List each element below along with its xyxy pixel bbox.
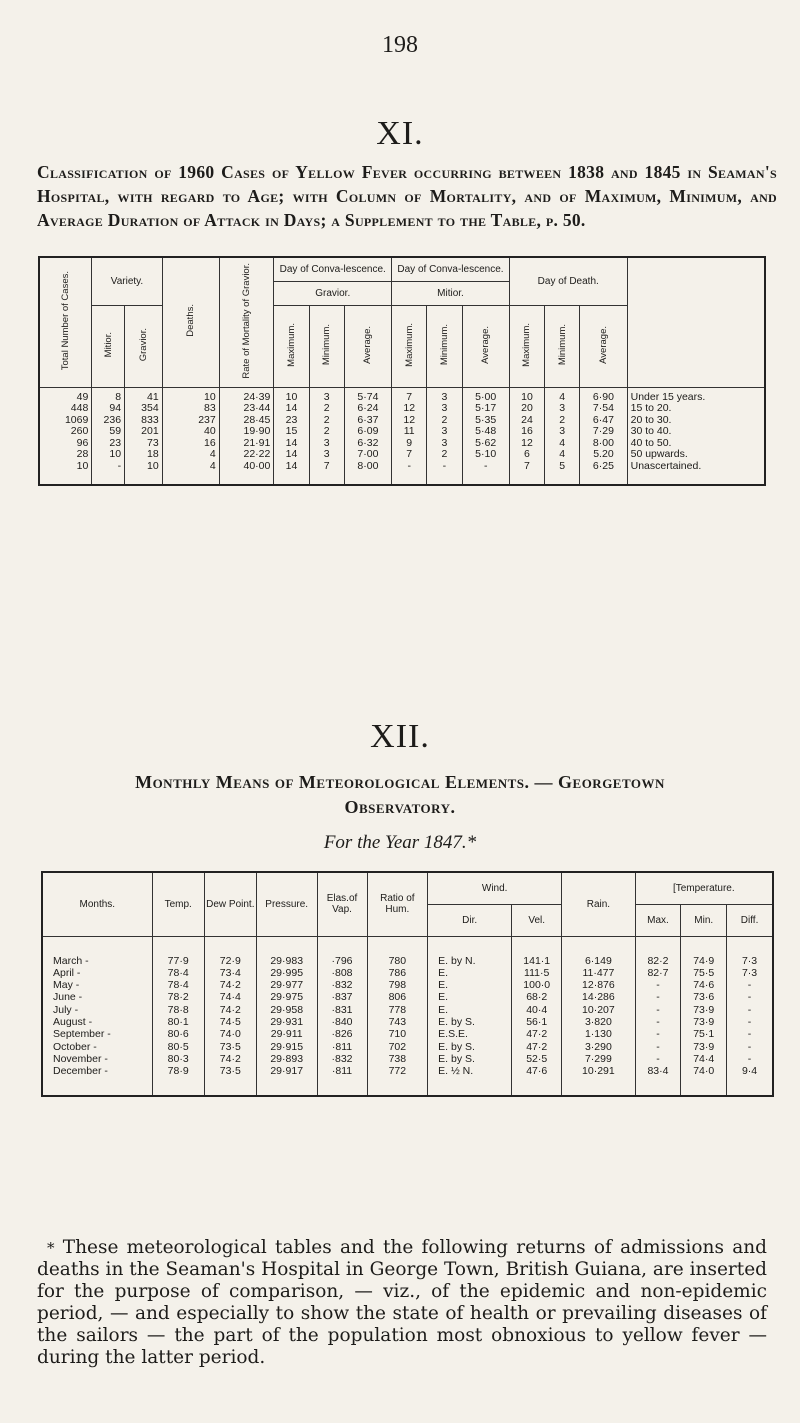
table-cell: 40·00 bbox=[219, 461, 274, 486]
header-mitior-sub: Mitior. bbox=[392, 281, 510, 305]
section-xii-title: XII. bbox=[370, 718, 430, 755]
table-cell: Under 15 years. bbox=[627, 387, 765, 403]
table-cell: 73·6 bbox=[681, 991, 727, 1003]
table-cell: 3 bbox=[309, 449, 344, 461]
table-cell: - bbox=[635, 1004, 681, 1016]
table-cell: 74·4 bbox=[681, 1053, 727, 1065]
header-rate: Rate of Mortality of Gravior. bbox=[241, 262, 253, 379]
header-g-avg: Average. bbox=[362, 325, 374, 364]
table-cell: 12 bbox=[392, 403, 427, 415]
header-conv-mitior: Day of Conva-lescence. bbox=[392, 257, 510, 281]
table-cell: 237 bbox=[162, 415, 219, 427]
table-cell: 29·931 bbox=[256, 1016, 317, 1028]
table-cell: 30 to 40. bbox=[627, 426, 765, 438]
header-d-avg: Average. bbox=[597, 325, 609, 364]
table-cell: 7·29 bbox=[580, 426, 627, 438]
table-cell: 7 bbox=[509, 461, 544, 486]
table-row bbox=[42, 991, 773, 1003]
table-cell: 2 bbox=[309, 403, 344, 415]
table-cell: August - bbox=[42, 1016, 152, 1028]
table-cell: 72·9 bbox=[204, 936, 256, 967]
table-cell: 80·3 bbox=[152, 1053, 204, 1065]
table-row bbox=[39, 426, 765, 438]
table-cell: 12·876 bbox=[562, 979, 635, 991]
table-cell: 19·90 bbox=[219, 426, 274, 438]
table-cell: March - bbox=[42, 936, 152, 967]
table-cell: 798 bbox=[367, 979, 428, 991]
table-cell: 68·2 bbox=[512, 991, 562, 1003]
table-cell: 74·0 bbox=[681, 1065, 727, 1096]
table-row bbox=[42, 1041, 773, 1053]
table-cell: 56·1 bbox=[512, 1016, 562, 1028]
header-deaths: Deaths. bbox=[185, 304, 197, 338]
table-cell: 6·24 bbox=[344, 403, 391, 415]
table-cell: - bbox=[635, 1028, 681, 1040]
table-cell: 6·32 bbox=[344, 438, 391, 450]
table-cell: 24 bbox=[509, 415, 544, 427]
table-cell: 73·5 bbox=[204, 1041, 256, 1053]
table-cell: 5 bbox=[545, 461, 580, 486]
table-cell: 354 bbox=[125, 403, 163, 415]
table-row bbox=[42, 967, 773, 979]
table-cell: 6·37 bbox=[344, 415, 391, 427]
header-dir: Dir. bbox=[428, 904, 512, 936]
table-cell: 41 bbox=[125, 387, 163, 403]
table-cell: 23 bbox=[274, 415, 309, 427]
table-cell: 14·286 bbox=[562, 991, 635, 1003]
table-cell: 15 bbox=[274, 426, 309, 438]
table-cell: ·826 bbox=[317, 1028, 367, 1040]
footnote bbox=[37, 1237, 767, 1369]
table-cell: December - bbox=[42, 1065, 152, 1096]
table-cell: E. by N. bbox=[428, 936, 512, 967]
table-cell: 448 bbox=[39, 403, 92, 415]
header-total: Total Number of Cases. bbox=[60, 271, 72, 371]
table-cell: 6·90 bbox=[580, 387, 627, 403]
table-cell: 236 bbox=[92, 415, 125, 427]
table-cell: - bbox=[727, 1016, 773, 1028]
table-cell: 14 bbox=[274, 449, 309, 461]
table-cell: 74·2 bbox=[204, 1004, 256, 1016]
table-cell: 28·45 bbox=[219, 415, 274, 427]
table-cell: - bbox=[635, 1016, 681, 1028]
table-cell: 12 bbox=[392, 415, 427, 427]
table-cell: 74·9 bbox=[681, 936, 727, 967]
table-cell: 3 bbox=[427, 426, 462, 438]
table-cell: 29·983 bbox=[256, 936, 317, 967]
table-cell: 14 bbox=[274, 461, 309, 486]
table-cell: 3 bbox=[309, 438, 344, 450]
table-cell: 12 bbox=[509, 438, 544, 450]
table-cell: E. bbox=[428, 967, 512, 979]
table-cell: 10·207 bbox=[562, 1004, 635, 1016]
header-temp: Temp. bbox=[152, 872, 204, 936]
table-cell: ·840 bbox=[317, 1016, 367, 1028]
table-cell: 7·3 bbox=[727, 936, 773, 967]
table-cell: 40·4 bbox=[512, 1004, 562, 1016]
page-number: 198 bbox=[382, 32, 418, 58]
table-cell: 28 bbox=[39, 449, 92, 461]
table-cell: ·832 bbox=[317, 1053, 367, 1065]
table-cell: 78·8 bbox=[152, 1004, 204, 1016]
table-cell: ·837 bbox=[317, 991, 367, 1003]
table-cell: ·808 bbox=[317, 967, 367, 979]
table-cell: 3 bbox=[427, 438, 462, 450]
table-cell: 3 bbox=[545, 426, 580, 438]
table-cell: 6·25 bbox=[580, 461, 627, 486]
table-row bbox=[42, 1004, 773, 1016]
header-wind: Wind. bbox=[428, 872, 562, 904]
header-ratio: Ratio of Hum. bbox=[367, 872, 428, 936]
table-cell: 6·47 bbox=[580, 415, 627, 427]
footnote-text: These meteorological tables and the following returns of admissions and deaths in the Seaman's Hospital in George Town, British Guiana, are inserted for the purpose of comparison, — viz., of the epidemic and non-epidemic period, — and especially to show the state of health or prevailing diseases of the sailors — the part of the population most obnoxious to yellow fever — during the latter period. bbox=[37, 1237, 767, 1368]
table-cell: 29·893 bbox=[256, 1053, 317, 1065]
table-cell: 80·6 bbox=[152, 1028, 204, 1040]
section-xi-caption: Classification of 1960 Cases of Yellow Fever occurring between 1838 and 1845 in Seaman's Hospital, with regard to Age; with Column of Mortality, and of Maximum, Minimum, and Average Duration of Attack in Days; a Supplement to the Table, p. 50. bbox=[37, 162, 777, 230]
table-cell: 2 bbox=[545, 415, 580, 427]
table-cell: ·831 bbox=[317, 1004, 367, 1016]
table-cell: - bbox=[727, 979, 773, 991]
table-cell: 20 to 30. bbox=[627, 415, 765, 427]
table-cell: ·832 bbox=[317, 979, 367, 991]
table-cell: 5·35 bbox=[462, 415, 509, 427]
table-cell: 4 bbox=[545, 449, 580, 461]
table-cell: 3·820 bbox=[562, 1016, 635, 1028]
table-cell: 74·6 bbox=[681, 979, 727, 991]
table-row bbox=[42, 1053, 773, 1065]
table-cell: 5·10 bbox=[462, 449, 509, 461]
table-cell: 10 bbox=[509, 387, 544, 403]
table-cell: 74·0 bbox=[204, 1028, 256, 1040]
table-row bbox=[39, 449, 765, 461]
table-cell: 29·911 bbox=[256, 1028, 317, 1040]
table-cell: 10 bbox=[162, 387, 219, 403]
table-cell: 702 bbox=[367, 1041, 428, 1053]
table-cell: - bbox=[427, 461, 462, 486]
table-cell: E. by S. bbox=[428, 1053, 512, 1065]
section-xii-subtitle: For the Year 1847.* bbox=[323, 832, 477, 853]
table-cell: 74·2 bbox=[204, 1053, 256, 1065]
table-cell: 4 bbox=[162, 461, 219, 486]
table-cell: 5·48 bbox=[462, 426, 509, 438]
table-cell: 74·4 bbox=[204, 991, 256, 1003]
header-m-avg: Average. bbox=[480, 325, 492, 364]
table-cell: 78·4 bbox=[152, 979, 204, 991]
header-min: Min. bbox=[681, 904, 727, 936]
header-months: Months. bbox=[42, 872, 152, 936]
table-row bbox=[42, 936, 773, 967]
header-gravior-sub: Gravior. bbox=[274, 281, 392, 305]
table-cell: 6·09 bbox=[344, 426, 391, 438]
table-cell: 806 bbox=[367, 991, 428, 1003]
table-cell: 29·917 bbox=[256, 1065, 317, 1096]
table-cell: September - bbox=[42, 1028, 152, 1040]
table-cell: 10 bbox=[125, 461, 163, 486]
header-d-min: Minimum. bbox=[556, 323, 568, 366]
table-cell: 201 bbox=[125, 426, 163, 438]
table-cell: 73·9 bbox=[681, 1004, 727, 1016]
table-cell: 14 bbox=[274, 403, 309, 415]
table-cell: 24·39 bbox=[219, 387, 274, 403]
table-cell: Unascertained. bbox=[627, 461, 765, 486]
table-cell: 73·9 bbox=[681, 1041, 727, 1053]
table-cell: April - bbox=[42, 967, 152, 979]
table-cell: 5.20 bbox=[580, 449, 627, 461]
table-cell: 52·5 bbox=[512, 1053, 562, 1065]
header-diff: Diff. bbox=[727, 904, 773, 936]
table-cell: 75·1 bbox=[681, 1028, 727, 1040]
table-cell: 100·0 bbox=[512, 979, 562, 991]
table-cell: 77·9 bbox=[152, 936, 204, 967]
table-cell: 8·00 bbox=[344, 461, 391, 486]
table-cell: 7·54 bbox=[580, 403, 627, 415]
table-cell: 73·9 bbox=[681, 1016, 727, 1028]
table-cell: - bbox=[727, 1004, 773, 1016]
table-cell: 80·1 bbox=[152, 1016, 204, 1028]
table-cell: 9 bbox=[392, 438, 427, 450]
table-cell: 6 bbox=[509, 449, 544, 461]
table-cell: 21·91 bbox=[219, 438, 274, 450]
table-cell: 29·915 bbox=[256, 1041, 317, 1053]
table-cell: E. bbox=[428, 979, 512, 991]
table-cell: - bbox=[92, 461, 125, 486]
header-dew: Dew Point. bbox=[204, 872, 256, 936]
table-cell: 73·5 bbox=[204, 1065, 256, 1096]
table-cell: 23·44 bbox=[219, 403, 274, 415]
table-cell: 7·3 bbox=[727, 967, 773, 979]
table-cell: E. ½ N. bbox=[428, 1065, 512, 1096]
meteorological-table bbox=[41, 871, 774, 1097]
table-cell: 3 bbox=[427, 403, 462, 415]
section-xii-caption-line1: Monthly Means of Meteorological Elements. — Georgetown bbox=[135, 772, 665, 792]
table-cell: 780 bbox=[367, 936, 428, 967]
table-cell: - bbox=[727, 991, 773, 1003]
header-pressure: Pressure. bbox=[256, 872, 317, 936]
table-row bbox=[42, 1065, 773, 1096]
table-cell: 78·4 bbox=[152, 967, 204, 979]
header-g-max: Maximum. bbox=[285, 322, 297, 367]
table-cell: 83·4 bbox=[635, 1065, 681, 1096]
table-cell: - bbox=[635, 1041, 681, 1053]
header-g-min: Minimum. bbox=[321, 323, 333, 366]
header-temperature: [Temperature. bbox=[635, 872, 773, 904]
table-cell: 82·2 bbox=[635, 936, 681, 967]
table-cell: 5·00 bbox=[462, 387, 509, 403]
table-cell: 22·22 bbox=[219, 449, 274, 461]
table-cell: 78·9 bbox=[152, 1065, 204, 1096]
table-cell: 7 bbox=[392, 449, 427, 461]
header-elas: Elas.of Vap. bbox=[317, 872, 367, 936]
footnote-marker: * bbox=[47, 1239, 55, 1257]
table-cell: 29·977 bbox=[256, 979, 317, 991]
table-row bbox=[42, 1016, 773, 1028]
table-cell: 11·477 bbox=[562, 967, 635, 979]
table-cell: May - bbox=[42, 979, 152, 991]
table-cell: 78·2 bbox=[152, 991, 204, 1003]
table-cell: 74·5 bbox=[204, 1016, 256, 1028]
header-m-max: Maximum. bbox=[403, 322, 415, 367]
section-xii-caption-line2: Observatory. bbox=[344, 797, 456, 817]
table-cell: 786 bbox=[367, 967, 428, 979]
yellow-fever-table bbox=[38, 256, 766, 486]
table-cell: 5·62 bbox=[462, 438, 509, 450]
table-cell: - bbox=[635, 1053, 681, 1065]
header-gravior: Gravior. bbox=[137, 327, 149, 362]
table-row bbox=[39, 403, 765, 415]
table-cell: 1·130 bbox=[562, 1028, 635, 1040]
table-cell: 5·74 bbox=[344, 387, 391, 403]
table-cell: 47·2 bbox=[512, 1028, 562, 1040]
header-vel: Vel. bbox=[512, 904, 562, 936]
table-cell: 111·5 bbox=[512, 967, 562, 979]
header-variety: Variety. bbox=[92, 257, 162, 305]
table-cell: 23 bbox=[92, 438, 125, 450]
header-mitior: Mitior. bbox=[102, 331, 114, 358]
table-cell: 3·290 bbox=[562, 1041, 635, 1053]
table-cell: 47·6 bbox=[512, 1065, 562, 1096]
table-cell: 710 bbox=[367, 1028, 428, 1040]
table-cell: E. by S. bbox=[428, 1041, 512, 1053]
table-cell: 7 bbox=[392, 387, 427, 403]
table-cell: 8·00 bbox=[580, 438, 627, 450]
table-cell: 260 bbox=[39, 426, 92, 438]
table-cell: 10·291 bbox=[562, 1065, 635, 1096]
table-cell: 75·5 bbox=[681, 967, 727, 979]
table-cell: E. bbox=[428, 1004, 512, 1016]
table-cell: 1069 bbox=[39, 415, 92, 427]
table-cell: 20 bbox=[509, 403, 544, 415]
table-cell: 10 bbox=[39, 461, 92, 486]
table-cell: - bbox=[727, 1041, 773, 1053]
table-cell: E. by S. bbox=[428, 1016, 512, 1028]
header-m-min: Minimum. bbox=[438, 323, 450, 366]
table-cell: ·811 bbox=[317, 1041, 367, 1053]
table-cell: 74·2 bbox=[204, 979, 256, 991]
table-cell: 49 bbox=[39, 387, 92, 403]
table-cell: October - bbox=[42, 1041, 152, 1053]
header-rain: Rain. bbox=[562, 872, 635, 936]
table-cell: 3 bbox=[427, 387, 462, 403]
table-cell: 29·958 bbox=[256, 1004, 317, 1016]
table-cell: 2 bbox=[427, 415, 462, 427]
table-cell: 15 to 20. bbox=[627, 403, 765, 415]
table-cell: 7·00 bbox=[344, 449, 391, 461]
table-cell: 3 bbox=[545, 403, 580, 415]
header-max: Max. bbox=[635, 904, 681, 936]
table-cell: 59 bbox=[92, 426, 125, 438]
table-cell: 4 bbox=[545, 387, 580, 403]
header-d-max: Maximum. bbox=[521, 322, 533, 367]
table-cell: E. bbox=[428, 991, 512, 1003]
table-cell: 18 bbox=[125, 449, 163, 461]
table-cell: 29·975 bbox=[256, 991, 317, 1003]
table-cell: - bbox=[727, 1053, 773, 1065]
table-cell: ·811 bbox=[317, 1065, 367, 1096]
table-cell: 80·5 bbox=[152, 1041, 204, 1053]
table-row bbox=[42, 979, 773, 991]
table-cell: 772 bbox=[367, 1065, 428, 1096]
table-cell: 47·2 bbox=[512, 1041, 562, 1053]
table-cell: 11 bbox=[392, 426, 427, 438]
table-row bbox=[39, 461, 765, 486]
table-cell: - bbox=[635, 979, 681, 991]
table-cell: 40 bbox=[162, 426, 219, 438]
table-cell: 94 bbox=[92, 403, 125, 415]
table-cell: 2 bbox=[427, 449, 462, 461]
table-cell: 2 bbox=[309, 415, 344, 427]
table-cell: 7·299 bbox=[562, 1053, 635, 1065]
table-cell: 16 bbox=[162, 438, 219, 450]
table-cell: 82·7 bbox=[635, 967, 681, 979]
header-conv-gravior: Day of Conva-lescence. bbox=[274, 257, 392, 281]
table-cell: 3 bbox=[309, 387, 344, 403]
table-cell: November - bbox=[42, 1053, 152, 1065]
table-cell: 50 upwards. bbox=[627, 449, 765, 461]
table-cell: 10 bbox=[274, 387, 309, 403]
table-cell: 73 bbox=[125, 438, 163, 450]
table-cell: 4 bbox=[162, 449, 219, 461]
header-death-day: Day of Death. bbox=[509, 257, 627, 305]
table-cell: 9·4 bbox=[727, 1065, 773, 1096]
table-cell: 4 bbox=[545, 438, 580, 450]
table-cell: 83 bbox=[162, 403, 219, 415]
table-cell: ·796 bbox=[317, 936, 367, 967]
table-cell: 141·1 bbox=[512, 936, 562, 967]
table-cell: - bbox=[635, 991, 681, 1003]
table-cell: 14 bbox=[274, 438, 309, 450]
table-cell: 2 bbox=[309, 426, 344, 438]
table-row bbox=[42, 1028, 773, 1040]
table-cell: 96 bbox=[39, 438, 92, 450]
table-cell: 40 to 50. bbox=[627, 438, 765, 450]
table-cell: 7 bbox=[309, 461, 344, 486]
table-cell: 743 bbox=[367, 1016, 428, 1028]
table-cell: 29·995 bbox=[256, 967, 317, 979]
table-cell: July - bbox=[42, 1004, 152, 1016]
table-row bbox=[39, 387, 765, 403]
table-cell: 5·17 bbox=[462, 403, 509, 415]
table-cell: 738 bbox=[367, 1053, 428, 1065]
section-xi-title: XI. bbox=[376, 115, 424, 152]
table-cell: E.S.E. bbox=[428, 1028, 512, 1040]
table-cell: June - bbox=[42, 991, 152, 1003]
table-cell: - bbox=[462, 461, 509, 486]
table-cell: - bbox=[392, 461, 427, 486]
table-cell: 778 bbox=[367, 1004, 428, 1016]
table-cell: 8 bbox=[92, 387, 125, 403]
table-cell: - bbox=[727, 1028, 773, 1040]
table-cell: 73·4 bbox=[204, 967, 256, 979]
table-cell: 16 bbox=[509, 426, 544, 438]
table-cell: 833 bbox=[125, 415, 163, 427]
table-cell: 10 bbox=[92, 449, 125, 461]
table-cell: 6·149 bbox=[562, 936, 635, 967]
